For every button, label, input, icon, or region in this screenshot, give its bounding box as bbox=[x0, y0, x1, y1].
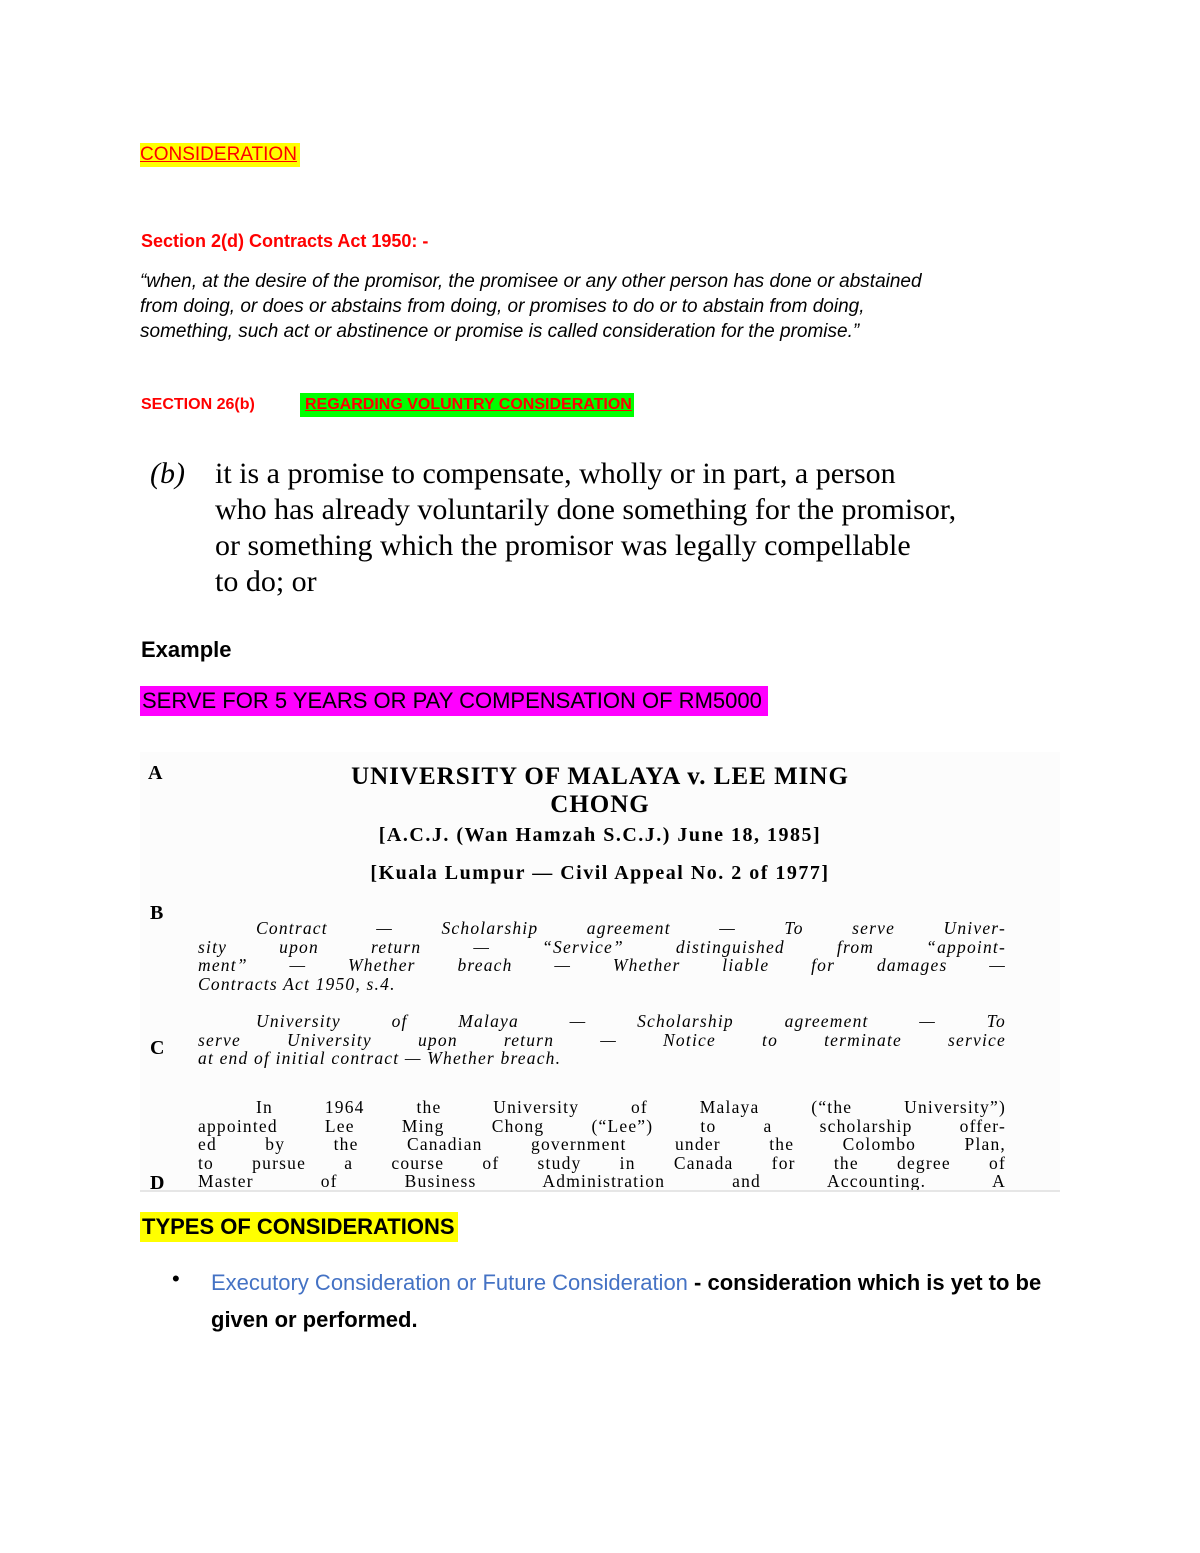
consideration-type-item bbox=[211, 1264, 1071, 1338]
headnote-line: sity upon return — “Service” distinguished from “appoint- bbox=[198, 936, 1006, 957]
clause-text bbox=[215, 456, 1095, 600]
voluntary-consideration-topic: REGARDING VOLUNTRY CONSIDERATION bbox=[300, 393, 634, 417]
case-title bbox=[200, 763, 1000, 819]
clause-line: to do; or bbox=[215, 565, 317, 598]
clause-line: who has already voluntarily done something for the promisor, bbox=[215, 493, 957, 526]
headnote-line: at end of initial contract — Whether breach. bbox=[198, 1048, 562, 1068]
case-title-line: CHONG bbox=[550, 791, 650, 818]
headnote-contract bbox=[198, 919, 1006, 993]
facts-line: In 1964 the University of Malaya (“the University”) bbox=[256, 1097, 1006, 1117]
facts-line: to pursue a course of study in Canada for the degree of bbox=[198, 1152, 1006, 1173]
headnote-line: Contracts Act 1950, s.4. bbox=[198, 973, 396, 994]
facts-line: ed by the Canadian government under the Colombo Plan, bbox=[198, 1134, 1006, 1154]
case-facts bbox=[198, 1098, 1006, 1191]
types-heading: TYPES OF CONSIDERATIONS bbox=[140, 1212, 458, 1242]
margin-letter-c: C bbox=[150, 1037, 165, 1059]
margin-letter-d: D bbox=[150, 1172, 165, 1192]
facts-line: Master of Business Administration and Accounting. A bbox=[198, 1171, 1006, 1191]
headnote-line: serve University upon return — Notice to terminate service bbox=[198, 1029, 1006, 1050]
example-highlight: SERVE FOR 5 YEARS OR PAY COMPENSATION OF RM5000 bbox=[140, 686, 768, 716]
headnote-line: ment” — Whether breach — Whether liable for damages — bbox=[198, 955, 1006, 975]
page-title: CONSIDERATION bbox=[140, 143, 300, 167]
facts-line: appointed Lee Ming Chong (“Lee”) to a scholarship offer- bbox=[198, 1115, 1006, 1136]
case-report-excerpt bbox=[140, 752, 1060, 1192]
case-court: [A.C.J. (Wan Hamzah S.C.J.) June 18, 1985] bbox=[378, 824, 822, 846]
consideration-type-definition: - consideration which is yet to be given or performed. bbox=[211, 1270, 1042, 1332]
consideration-type-term: Executory Consideration or Future Consideration bbox=[211, 1270, 688, 1295]
margin-letter-b: B bbox=[150, 902, 164, 924]
section-2d-quote bbox=[140, 269, 1040, 344]
section-26b-label: SECTION 26(b) bbox=[141, 396, 255, 413]
quote-line: “when, at the desire of the promisor, the promisee or any other person has done or abstained bbox=[140, 271, 922, 292]
clause-line: it is a promise to compensate, wholly or in part, a person bbox=[215, 457, 896, 490]
headnote-line: Contract — Scholarship agreement — To serve Univer- bbox=[256, 918, 1006, 938]
quote-line: from doing, or does or abstains from doing, or promises to do or to abstain from doing, bbox=[140, 296, 865, 317]
case-appeal: [Kuala Lumpur — Civil Appeal No. 2 of 1977] bbox=[370, 862, 830, 884]
example-label: Example bbox=[141, 637, 232, 662]
case-title-line: UNIVERSITY OF MALAYA v. LEE MING bbox=[351, 763, 849, 790]
clause-line: or something which the promisor was legally compellable bbox=[215, 529, 911, 562]
quote-line: something, such act or abstinence or promise is called consideration for the promise.” bbox=[140, 321, 860, 342]
margin-letter-a: A bbox=[148, 762, 163, 784]
headnote-university bbox=[198, 1012, 1006, 1068]
section-2d-label: Section 2(d) Contracts Act 1950: - bbox=[141, 231, 429, 251]
clause-letter: (b) bbox=[150, 457, 185, 490]
headnote-line: University of Malaya — Scholarship agreement — To bbox=[256, 1011, 1006, 1031]
bullet-icon: • bbox=[172, 1266, 180, 1291]
